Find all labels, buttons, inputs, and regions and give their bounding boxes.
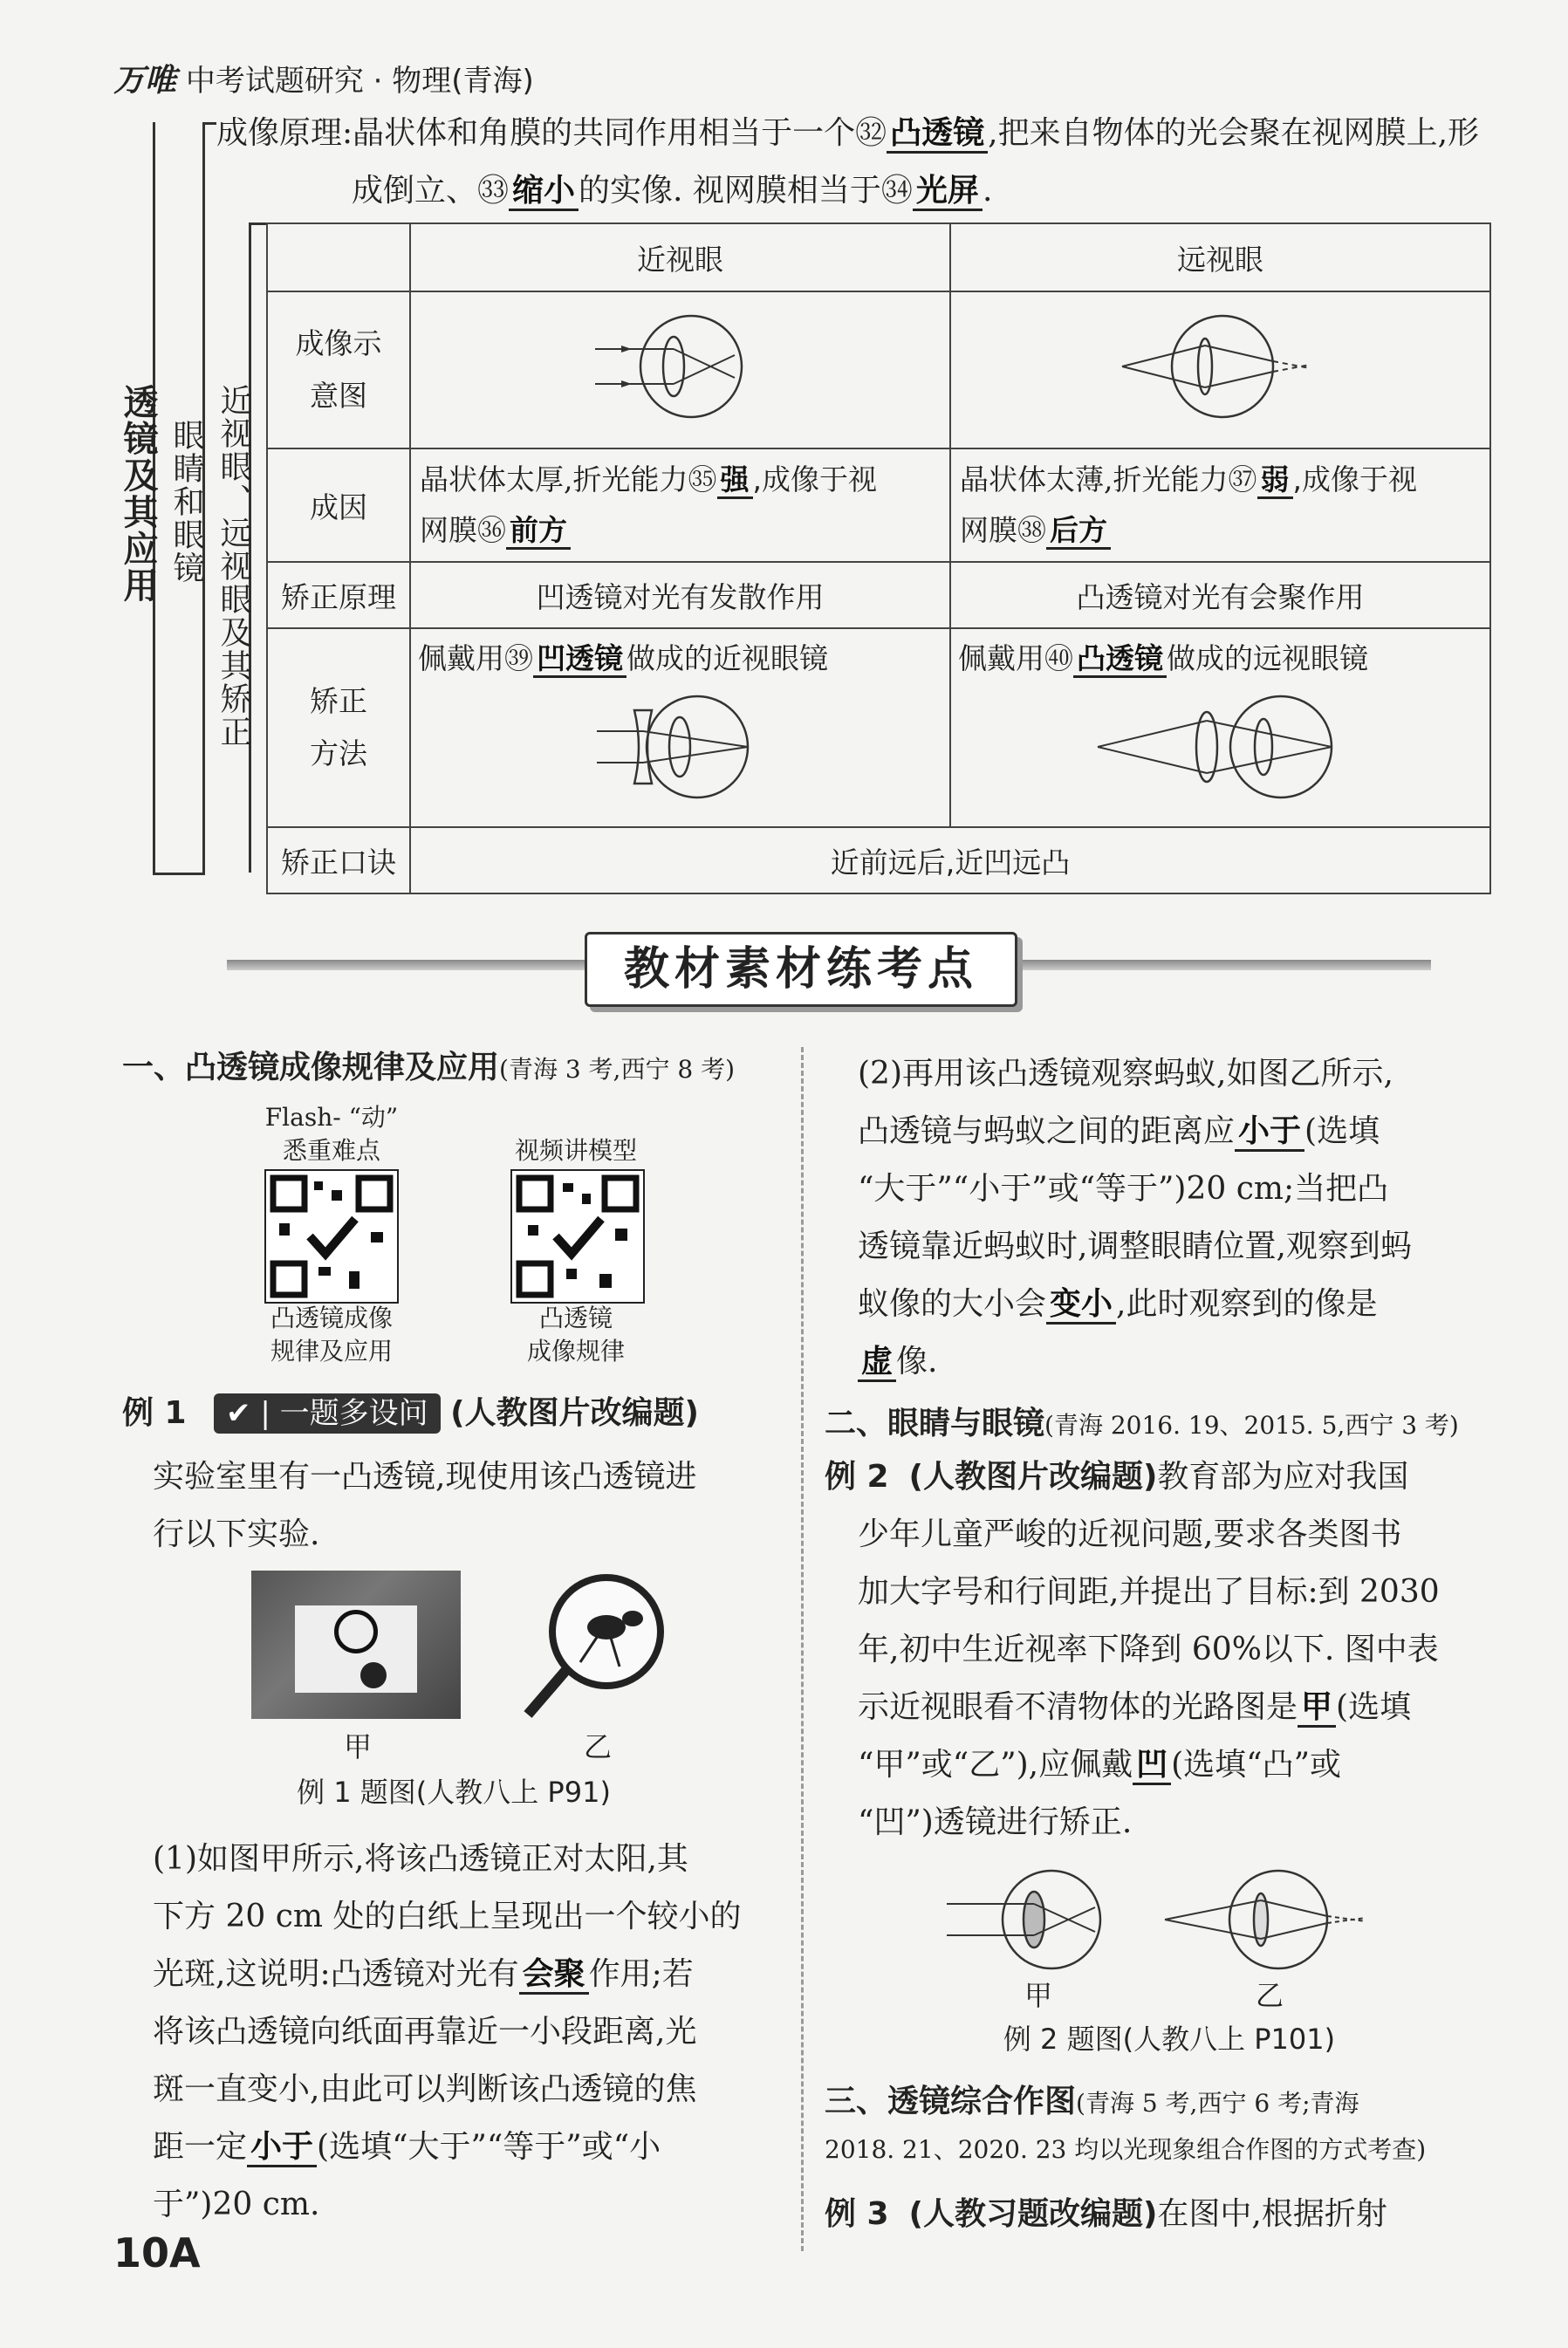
section-label: 眼睛和眼镜 [168,419,204,585]
principle-text-3: 成倒立、㉝ [352,173,510,209]
brace-top [202,122,216,125]
page-number: 10A [113,2229,201,2276]
qr2-caption-1: 凸透镜 [538,1304,613,1332]
near-method-text: 佩戴用㊴ [418,641,533,675]
far-principle: 凸透镜对光有会聚作用 [950,562,1490,628]
q1-line-5: 斑一直变小,由此可以判断该凸透镜的焦 [153,2071,697,2107]
column-divider [801,1047,804,2251]
q2-line-1: (2)再用该凸透镜观察蚂蚁,如图乙所示, [858,1056,1393,1092]
q1-answer-2: 小于 [247,2129,317,2167]
example-3-source: (人教习题改编题) [908,2196,1158,2232]
chapter-label: 透镜及其应用 [118,384,158,604]
fig1-caption: 例 1 题图(人教八上 P91) [297,1776,611,1809]
q1-line-2: 下方 20 cm 处的白纸上呈现出一个较小的 [153,1899,742,1934]
example-1-line-1: 实验室里有一凸透镜,现使用该凸透镜进 [153,1459,697,1495]
photo-sun-lens [251,1571,461,1719]
q1-line-3a: 光斑,这说明:凸透镜对光有 [153,1956,519,1992]
example-2-line-1: 教育部为应对我国 [1157,1459,1409,1495]
qr2-caption-2: 成像规律 [526,1337,625,1366]
far-cause-text-3: 网膜㊳ [960,513,1046,547]
header-far: 远视眼 [950,223,1490,291]
q2-line-5b: ,此时观察到的像是 [1116,1286,1378,1322]
q2-line-3: “大于”“小于”或“等于”)20 cm;当把凸 [858,1171,1389,1207]
near-cause-text-3: 网膜㊱ [420,513,506,547]
section-2-note: (青海 2016. 19、2015. 5,西宁 3 考) [1044,1411,1459,1440]
example-2-label: 例 2 [825,1459,889,1495]
section-3-note-2: 2018. 21、2020. 23 均以光现象组合作图的方式考查) [825,2135,1427,2164]
far-cause [950,448,1490,562]
q1-line-3b: 作用;若 [588,1956,694,1992]
qr1-caption [240,1302,423,1368]
book-title: 中考试题研究 · 物理(青海) [185,64,534,99]
brace-top-inner [249,222,266,225]
near-cause-text-2: ,成像于视 [752,462,877,496]
q2-line-5a: 蚁像的大小会 [858,1286,1047,1322]
section-1-note: (青海 3 考,西宁 8 考) [499,1055,735,1084]
q2-answer-1: 小于 [1235,1113,1304,1152]
example-2-line-3: 加大字号和行间距,并提出了目标:到 2030 [858,1574,1440,1610]
q2-line-2b: (选填 [1304,1113,1380,1149]
section-2-title: 二、眼睛与眼镜 [825,1406,1045,1441]
row-method-label: 矫正方法 [267,628,410,827]
q2-line-2a: 凸透镜与蚂蚁之间的距离应 [858,1113,1236,1149]
q2-line-4: 透镜靠近蚂蚁时,调整眼睛位置,观察到蚂 [858,1229,1412,1264]
ex2-answer-2: 凹 [1133,1747,1171,1785]
principle-text-5: . [982,173,993,209]
multi-question-tag-text: 一题多设问 [279,1396,428,1431]
example-1-heading [122,1392,699,1435]
section-1-title: 一、凸透镜成像规律及应用 [122,1050,500,1085]
question-2 [858,1045,1495,1391]
answer-34: 光屏 [913,173,983,211]
page-header [113,56,534,100]
answer-33: 缩小 [509,173,579,211]
ex2-answer-1: 甲 [1298,1689,1336,1728]
example-2-line-4: 年,初中生近视率下降到 60%以下. 图中表 [858,1632,1439,1667]
rhyme-text: 近前远后,近凹远凸 [410,827,1490,893]
near-method-text-2: 做成的近视眼镜 [627,641,828,675]
q1-line-1: (1)如图甲所示,将该凸透镜正对太阳,其 [153,1841,688,1877]
multi-question-tag: ✔ | 一题多设问 [214,1393,441,1434]
fig2-label-jia: 甲 [1024,1979,1052,2012]
near-cause-text: 晶状体太厚,折光能力㉟ [420,462,717,496]
banner-band-right [1012,960,1431,970]
fig1-label-yi: 乙 [583,1730,612,1763]
section-3-note-1: (青海 5 考,西宁 6 考;青海 [1076,2089,1359,2118]
example-2-eye-diagrams [938,1859,1392,1981]
principle-text-1: 成像原理:晶状体和角膜的共同作用相当于一个㉜ [216,115,887,151]
section-banner: 教材素材练考点 [585,932,1017,1007]
qr1-top [240,1101,423,1167]
brand-logo: 万唯 [113,63,177,99]
q2-line-6: 像. [896,1344,938,1379]
q1-line-7: 于”)20 cm. [153,2187,320,2222]
far-method-text-2: 做成的远视眼镜 [1167,641,1368,675]
far-cause-text: 晶状体太薄,折光能力㊲ [960,462,1257,496]
far-correction-diagram [958,677,1482,817]
example-3-line-1: 在图中,根据折射 [1157,2196,1387,2232]
far-eye-diagram [952,293,1489,440]
example-1-source: (人教图片改编题) [450,1395,699,1431]
fig2-label-yi: 乙 [1255,1979,1284,2012]
qr1-caption-2: 规律及应用 [270,1337,393,1366]
example-2-line-5a: 示近视眼看不清物体的光路图是 [858,1689,1298,1725]
far-method-text: 佩戴用㊵ [958,641,1073,675]
near-principle: 凹透镜对光有发散作用 [410,562,950,628]
row-image-label: 成像示意图 [267,291,410,448]
subsection-label: 近视眼、远视眼及其矫正 [216,384,251,749]
answer-37: 弱 [1257,462,1293,499]
far-method [950,628,1490,827]
header-near: 近视眼 [410,223,950,291]
magnifier-lens [334,1610,378,1653]
example-1-label: 例 1 [122,1395,187,1431]
row-principle-label: 矫正原理 [267,562,410,628]
near-eye-diagram [412,293,948,440]
example-2 [825,1448,1496,1852]
near-correction-diagram [418,677,941,817]
qr2-caption [484,1302,668,1368]
q2-answer-3: 虚 [858,1344,896,1382]
q1-line-4: 将该凸透镜向纸面再靠近一小段距离,光 [153,2014,697,2050]
example-2-line-6b: (选填“凸”或 [1171,1747,1341,1783]
example-1-stem [153,1448,790,1564]
row-cause-label: 成因 [267,448,410,562]
far-eye-diagram-cell [950,291,1490,448]
ant-magnifier-drawing [515,1566,689,1723]
example-2-line-7: “凹”)透镜进行矫正. [858,1804,1133,1840]
example-2-line-6a: “甲”或“乙”),应佩戴 [858,1747,1133,1783]
example-3-label: 例 3 [825,2196,889,2232]
example-2-line-2: 少年儿童严峻的近视问题,要求各类图书 [858,1516,1402,1552]
section-3-title: 三、透镜综合作图 [825,2084,1077,2119]
eye-comparison-table [266,222,1491,894]
far-cause-text-2: ,成像于视 [1292,462,1417,496]
qr-pattern-1 [266,1171,397,1302]
example-1-line-2: 行以下实验. [153,1516,320,1552]
answer-32: 凸透镜 [887,115,988,154]
near-cause [410,448,950,562]
banner-band-left [227,960,585,970]
fig2-caption: 例 2 题图(人教八上 P101) [1003,2023,1336,2056]
row-rhyme-label: 矫正口诀 [267,827,410,893]
q2-answer-2: 变小 [1046,1286,1116,1325]
q1-line-6b: (选填“大于”“等于”或“小 [317,2129,661,2165]
section-2-heading [825,1399,1459,1443]
brace-foot [153,873,205,875]
qr-code-1[interactable] [264,1169,399,1304]
fig1-label-jia: 甲 [343,1730,372,1763]
section-3-heading [825,2075,1514,2169]
q1-line-6a: 距一定 [153,2129,248,2165]
answer-35: 强 [717,462,753,499]
principle-text-4: 的实像. 视网膜相当于㉞ [579,173,913,209]
near-eye-diagram-cell [410,291,950,448]
qr-code-2[interactable] [510,1169,645,1304]
qr1-caption-1: 凸透镜成像 [270,1304,393,1332]
example-2-source: (人教图片改编题) [908,1459,1158,1495]
example-2-line-5b: (选填 [1336,1689,1412,1725]
answer-38: 后方 [1046,513,1111,550]
qr-pattern-2 [512,1171,643,1302]
example-3 [825,2186,1514,2243]
answer-36: 前方 [506,513,571,550]
answer-39: 凹透镜 [533,641,627,678]
qr1-top-2: 悉重难点 [282,1136,380,1165]
near-method [410,628,950,827]
qr2-top: 视频讲模型 [514,1136,637,1165]
question-1 [153,1831,790,2234]
photo-ant-magnifier [515,1566,689,1723]
qr1-top-1: Flash- “动” [264,1103,399,1132]
principle-text-2: ,把来自物体的光会聚在视网膜上,形 [988,115,1480,151]
section-1-heading [122,1043,735,1087]
answer-40: 凸透镜 [1073,641,1167,678]
q1-answer-1: 会聚 [519,1956,589,1995]
light-spot [360,1662,387,1688]
imaging-principle [216,105,1490,220]
